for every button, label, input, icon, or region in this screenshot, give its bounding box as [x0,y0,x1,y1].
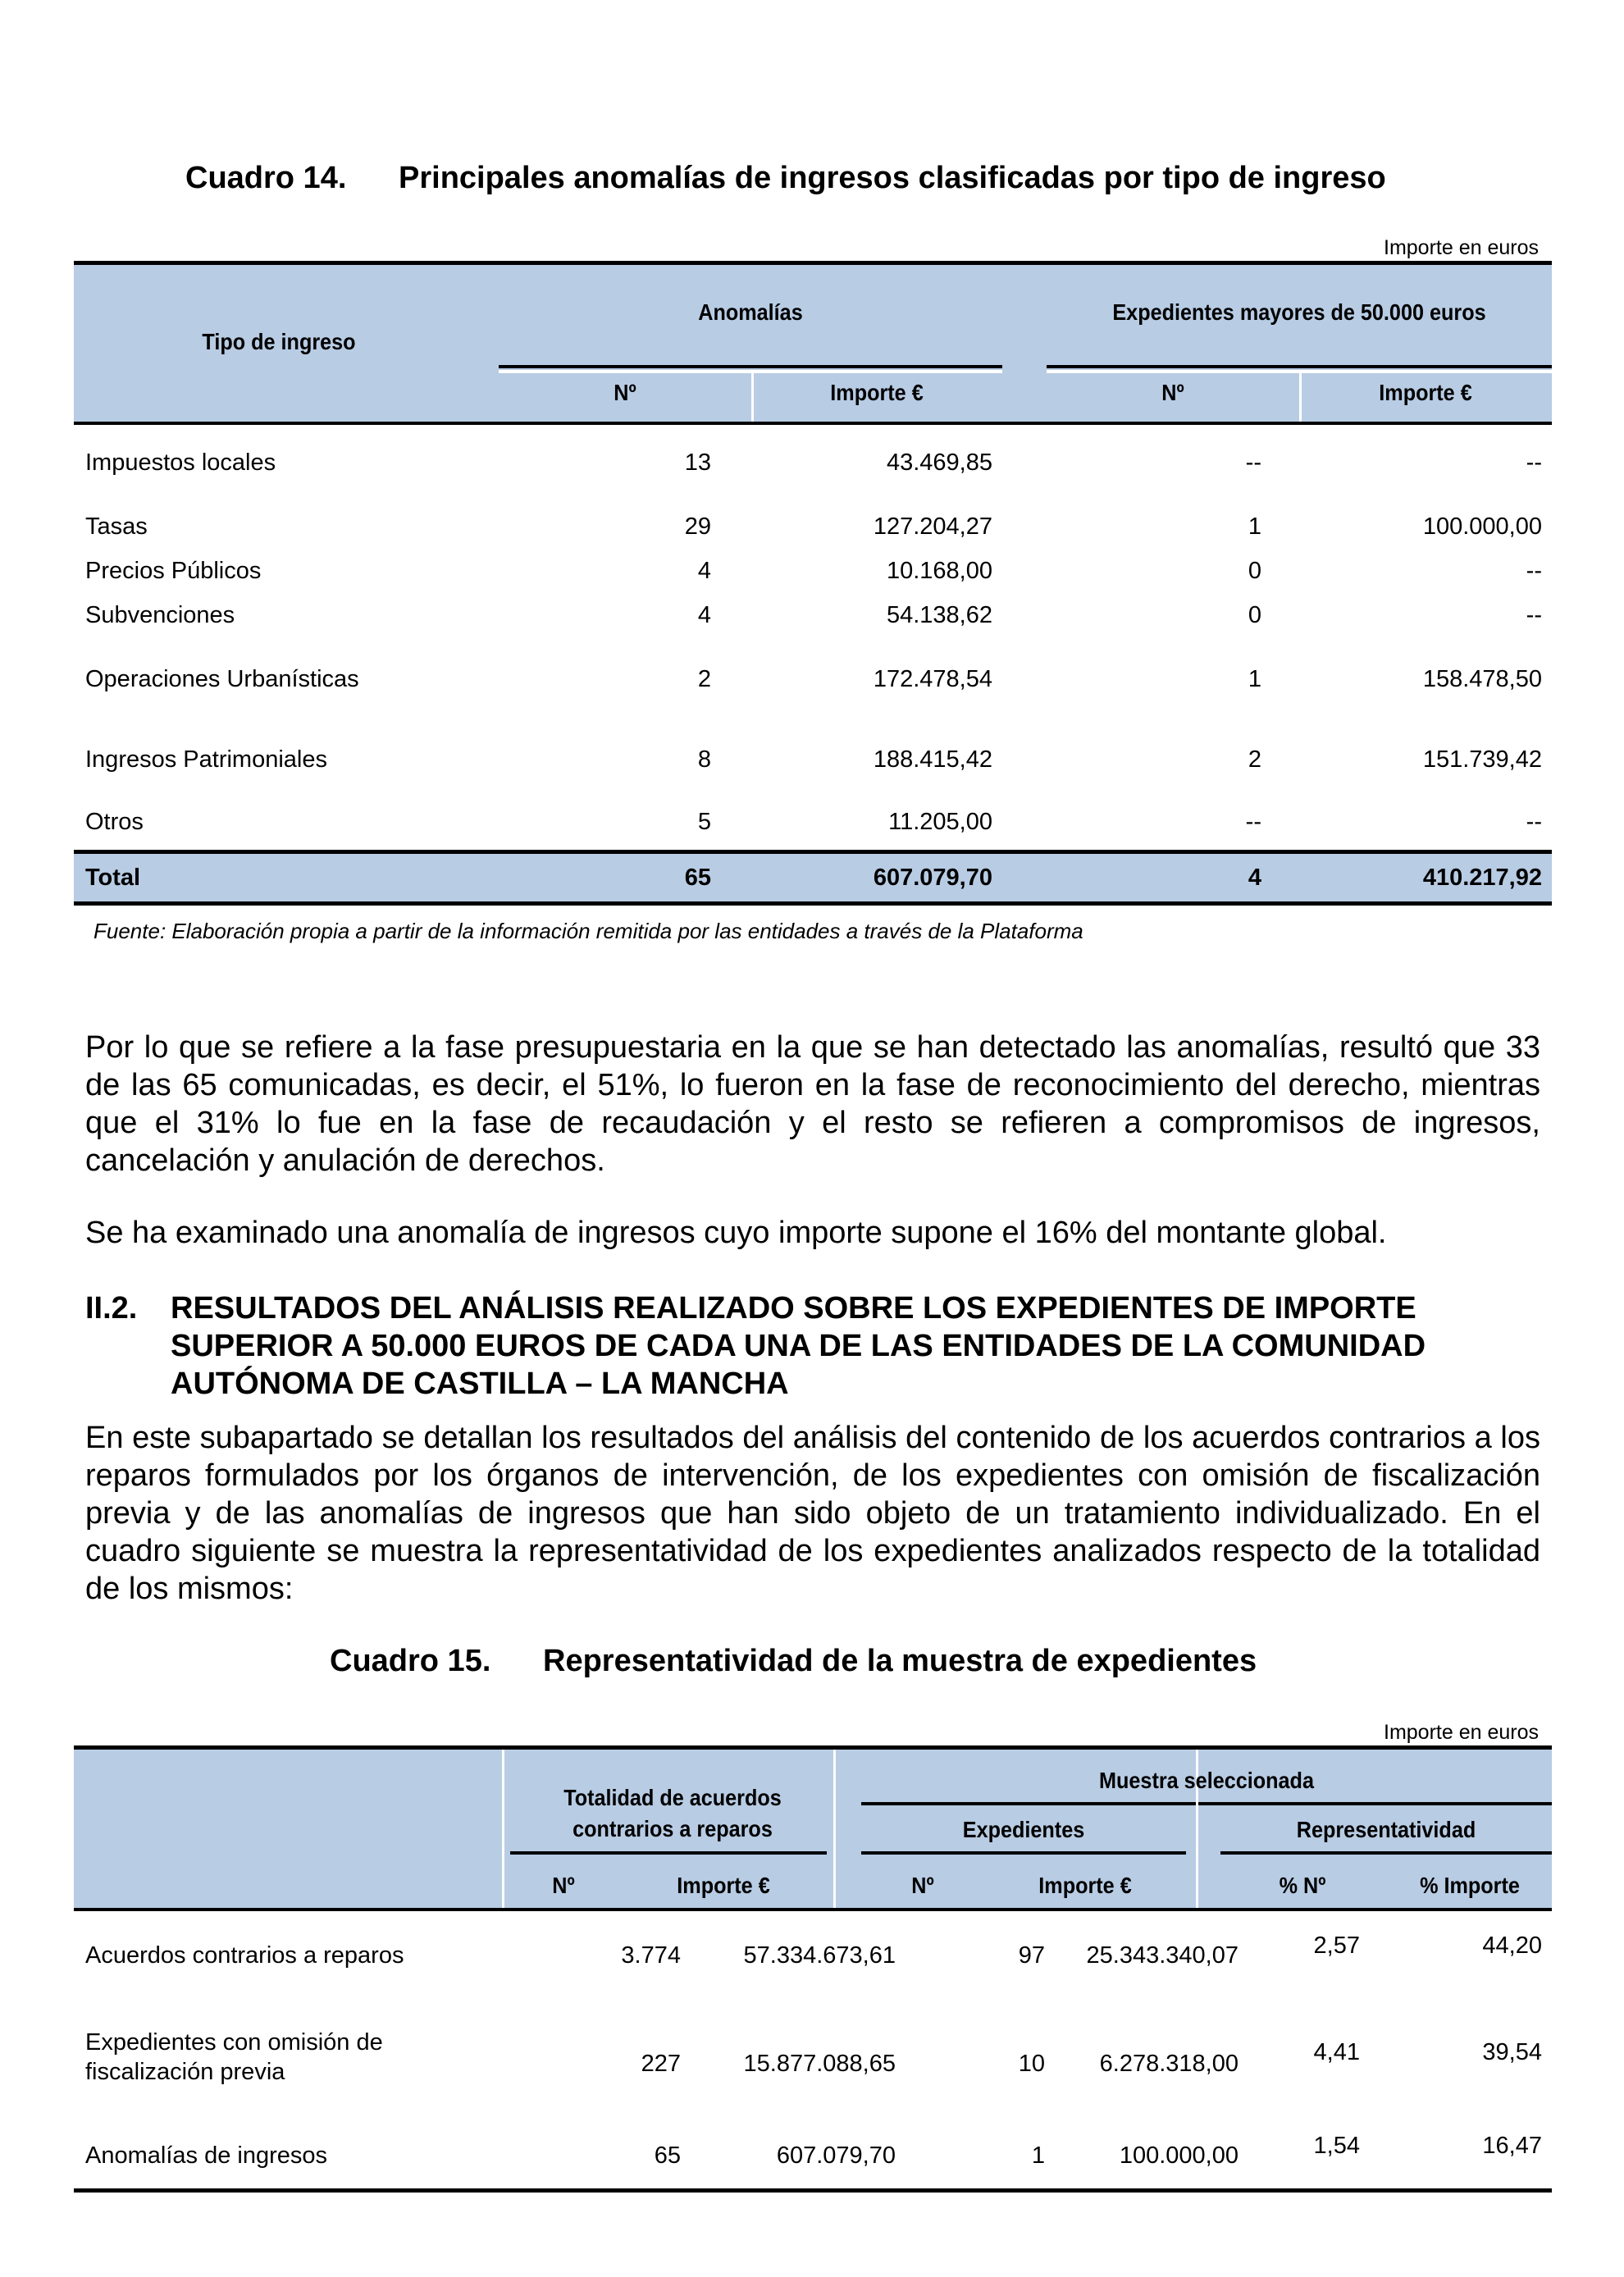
cell-importe-exp: -- [1526,602,1542,628]
cell-n: 227 [641,2051,681,2077]
cuadro15-title: Representatividad de la muestra de expedientes [543,1644,1257,1678]
paragraph-subapartado [85,1419,1540,1608]
table-row [74,2028,1552,2101]
section-title: RESULTADOS DEL ANÁLISIS REALIZADO SOBRE LOS EXPEDIENTES DE IMPORTE SUPERIOR A 50.000 EUROS DE CADA UNA DE LAS ENTIDADES DE LA COMUNIDAD AUTÓNOMA DE CASTILLA – LA MANCHA [171,1291,1426,1401]
cuadro14-caption [185,161,346,196]
cuadro14-source: Fuente: Elaboración propia a partir de la información remitida por las entidades a través de la Plataforma [94,919,1083,943]
cell-n-exp: -- [1245,809,1261,835]
cell-importe: 127.204,27 [873,513,992,540]
cell-importe: 54.138,62 [886,602,992,628]
header-muestra: Muestra seleccionada [1099,1768,1314,1793]
cell-pct-importe: 39,54 [1482,2039,1542,2065]
paragraph-fase-presupuestaria [85,1029,1540,1180]
cell-pct-n: 1,54 [1313,2133,1360,2159]
cell-importe: 188.415,42 [873,746,992,773]
cell-importe-exp: 151.739,42 [1422,746,1542,773]
header-importe-expedientes: Importe € [1379,380,1472,405]
cell-n: 5 [697,809,711,835]
cuadro15-header [74,1750,1552,1910]
cell-importe: 172.478,54 [873,666,992,692]
table-row [74,809,1552,842]
cell-importe-exp: -- [1526,449,1542,476]
cell-importe-exp: -- [1526,558,1542,584]
section-number: II.2. [85,1291,138,1326]
cell-n-muestra: 97 [1018,1942,1045,1969]
table-row [74,2133,1552,2182]
cell-n: 29 [684,513,711,540]
cell-importe-exp: 410.217,92 [1422,865,1542,891]
cell-n-exp: 2 [1248,746,1261,773]
table-row [74,666,1552,699]
cuadro14-table [74,261,1552,906]
header-importe-anomalias: Importe € [830,380,924,405]
paragraph-anomalia-examinada [85,1214,1540,1252]
cuadro14-unit: Importe en euros [1384,236,1539,259]
cell-n-exp: 1 [1248,513,1261,540]
cell-n-muestra: 10 [1018,2051,1045,2077]
cell-pct-n: 4,41 [1313,2039,1360,2065]
header-tipo-ingreso: Tipo de ingreso [202,329,356,354]
cuadro14-number: Cuadro 14. [185,161,347,195]
cell-pct-importe: 44,20 [1482,1932,1542,1959]
header-n-totalidad: Nº [552,1873,575,1898]
header-importe-totalidad: Importe € [677,1873,770,1898]
table-row [74,1932,1552,1990]
cell-n: 2 [697,666,711,692]
cuadro14-header [74,265,1552,424]
row-label: Impuestos locales [85,449,276,476]
row-label: Anomalías de ingresos [85,2142,327,2169]
cell-importe: 43.469,85 [886,449,992,476]
cell-n-exp: -- [1245,449,1261,476]
header-representatividad: Representatividad [1296,1817,1476,1842]
table-row [74,449,1552,482]
row-label: Subvenciones [85,602,235,628]
cell-n: 65 [654,2142,681,2169]
header-expedientes: Expedientes [962,1817,1085,1842]
header-totalidad: Totalidad de acuerdos contrarios a reparos [563,1785,782,1841]
cell-n-muestra: 1 [1031,2142,1045,2169]
row-label: Tasas [85,513,148,540]
total-row [74,854,1552,901]
cell-n-exp: 0 [1248,558,1261,584]
table-row [74,602,1552,635]
row-label [85,2028,495,2087]
header-importe-muestra: Importe € [1038,1873,1132,1898]
cell-pct-n: 2,57 [1313,1932,1360,1959]
cell-importe-muestra: 25.343.340,07 [1086,1942,1239,1969]
cell-importe: 57.334.673,61 [743,1942,896,1969]
table-row [74,746,1552,779]
paragraph-text: Por lo que se refiere a la fase presupuestaria en la que se han detectado las anomalías, resultó que 33 de las 65 comunicadas, es decir, el 51%, lo fueron en la fase de reconocimiento del derecho, mientras que el 31% lo fue en la fase de recaudación y el resto se refieren a compromisos de ingresos, cancelación y anulación de derechos. [85,1030,1540,1178]
row-label: Otros [85,809,144,835]
cell-importe: 607.079,70 [873,865,992,891]
cell-n: 13 [684,449,711,476]
cell-n: 4 [697,602,711,628]
row-label-text: Expedientes con omisión de fiscalización previa [85,2029,383,2085]
cuadro15-number: Cuadro 15. [330,1644,491,1678]
header-n-anomalias: Nº [614,380,636,405]
table-row [74,558,1552,591]
header-pct-importe: % Importe [1420,1873,1520,1898]
cell-importe-muestra: 100.000,00 [1119,2142,1239,2169]
cell-n-exp: 4 [1248,865,1261,891]
cell-importe: 15.877.088,65 [743,2051,896,2077]
cell-n-exp: 0 [1248,602,1261,628]
cuadro15-unit: Importe en euros [1384,1721,1539,1744]
row-label: Precios Públicos [85,558,262,584]
cell-importe: 10.168,00 [886,558,992,584]
header-n-muestra: Nº [911,1873,934,1898]
row-label: Ingresos Patrimoniales [85,746,327,773]
cell-n: 4 [697,558,711,584]
row-label: Acuerdos contrarios a reparos [85,1942,404,1969]
cell-importe: 607.079,70 [776,2142,896,2169]
cell-importe-muestra: 6.278.318,00 [1099,2051,1239,2077]
cell-pct-importe: 16,47 [1482,2133,1542,2159]
cell-importe: 11.205,00 [888,809,992,835]
row-label: Total [85,865,141,891]
cell-importe-exp: -- [1526,809,1542,835]
cell-n: 65 [684,865,711,891]
header-pct-n: % Nº [1279,1873,1326,1898]
table-row [74,513,1552,546]
cuadro14-title: Principales anomalías de ingresos clasificadas por tipo de ingreso [399,161,1386,195]
cell-importe-exp: 158.478,50 [1422,666,1542,692]
cuadro15-table [74,1745,1552,2197]
header-expedientes-mayores: Expedientes mayores de 50.000 euros [1112,299,1486,325]
paragraph-text: En este subapartado se detallan los resultados del análisis del contenido de los acuerdos contrarios a los reparos formulados por los órganos de intervención, de los expedientes con omisión de fiscalización previa y de las anomalías de ingresos que han sido objeto de un tratamiento individualizado. En el cuadro siguiente se muestra la representatividad de los expedientes analizados respecto de la totalidad de los mismos: [85,1421,1540,1606]
cell-n: 3.774 [621,1942,681,1969]
header-n-expedientes: Nº [1161,380,1184,405]
row-label: Operaciones Urbanísticas [85,666,359,692]
cell-n: 8 [697,746,711,773]
cell-importe-exp: 100.000,00 [1422,513,1542,540]
paragraph-text: Se ha examinado una anomalía de ingresos cuyo importe supone el 16% del montante global. [85,1216,1387,1250]
header-anomalias: Anomalías [698,299,803,325]
cell-n-exp: 1 [1248,666,1261,692]
